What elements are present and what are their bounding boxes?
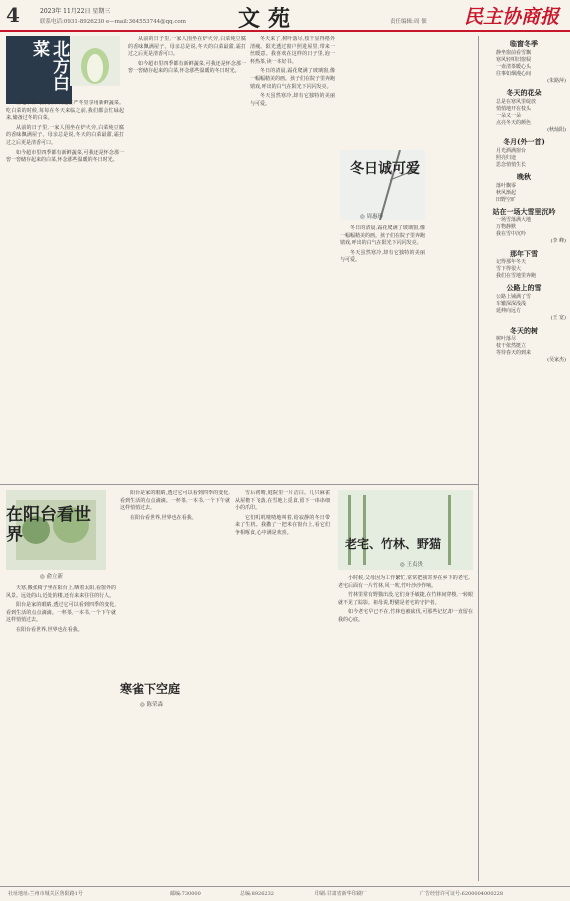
beijing-paragraph: 从前的日子里,一家人围坐在炉火旁,白菜炖豆腐的香味飘满屋子。母亲总是说,冬天的白菜最甜,霜打过之后更是清香可口。 [6,124,124,146]
poem-line: 枝干依然挺立 [496,343,527,350]
poem-line: 静坐窗前看雪飘 [496,49,532,56]
winter-paragraph: 冬天虽然寒冷,却有它独特的美丽与可爱。 [340,249,425,264]
beijing-paragraph: 如今超市里四季都有新鲜蔬菜,可我还是怀念那一窖一窖储存起来的白菜,怀念那些温暖的冬日时光。 [128,60,246,75]
poem-line: 记得那年冬天 [496,259,527,266]
poem-title: 晚秋 [517,171,531,181]
balcony-paragraph: 在阳台看世界,世界也在看我。 [16,626,83,633]
winter-body [250,36,335,496]
snow-byline: ◎ 陈荣森 [140,702,164,708]
editor-credit: 责任编辑:周 佃 [390,19,427,25]
poem-line: 车辙深深浅浅 [496,300,527,307]
snow-paragraph: 它们叽叽喳喳地叫着,给寂静的冬日带来了生机。我撒了一把米在窗台上,看它们争相啄食,心中满是欢喜。 [235,514,330,536]
page-header [0,0,570,32]
bamboo-title: 老宅、竹林、野猫 [345,537,442,551]
winter-title: 冬日诚可爱 [350,161,420,177]
footer-phone: 总编:8926232 [240,891,274,897]
page-number: 4 [6,3,20,27]
bamboo-body [338,575,473,880]
poem-line: 我在雪中沉吟 [496,231,527,238]
beijing-paragraph: 从前的日子里,一家人围坐在炉火旁,白菜炖豆腐的香味飘满屋子。母亲总是说,冬天的白菜最甜,霜打过之后更是清香可口。 [128,36,246,58]
poem-author: (秋灿阳) [547,126,566,133]
section-title: 文苑 [238,6,299,32]
poem-line: 寒风轻叩旧窗棂 [496,56,532,63]
balcony-paragraph: 阳台是家的眼睛,透过它可以看到四季的变化,看到生活的点点滴滴。一杯茶,一本书,一个下午就这样悄悄过去。 [6,602,116,624]
balcony-title: 在阳台看世界 [6,505,91,545]
poem-title: 那年下雪 [510,248,538,258]
balcony-paragraph: 天寒,搬张椅子坐在阳台上,晒着太阳,看窗外的风景。远处的山,近处的楼,还有来来往往的行人。 [6,585,116,599]
poem-line: 万物静默 [496,224,517,231]
bamboo-paragraph: 如今老宅早已不在,竹林也被砍伐,可那些记忆却一直留在我的心底。 [338,609,473,623]
poem-title: 临窗冬季 [510,39,538,48]
poem-line: 总是在寒风里绽放 [496,98,537,105]
poem [482,284,566,322]
poem-line: 点亮冬天的颜色 [496,119,532,126]
poem [482,208,566,246]
poem-line: 树叶落尽 [496,336,517,343]
beijing-body-continued [128,36,246,336]
winter-paragraph: 冬天来了,树叶落尽,枝干显得格外清瘦。阳光透过窗户照进屋里,带来一丝暖意。我喜欢在这样的日子里,泡一杯热茶,读一本好书。 [250,36,335,65]
poem-line: 月光洒满窗台 [496,147,527,154]
snow-paragraph: 雪后初晴,庭院里一片洁白。几只麻雀从屋檐下飞落,在雪地上觅食,留下一串串细小的爪印。 [235,490,330,512]
poem [482,327,566,365]
poem [482,89,566,134]
poem-title: 冬天的树 [510,325,538,335]
poem [482,250,566,281]
balcony-body [6,585,116,880]
poetry-column [482,36,566,881]
poem-line: 秋风渐起 [496,189,517,196]
balcony-paragraph: 在阳台看世界,世界也在看我。 [130,514,197,521]
poetry-divider [478,36,479,881]
footer-printer: 印刷:甘肃省新华印刷厂 [315,891,367,897]
footer-postal-code: 邮编:730000 [170,891,201,897]
poem [482,138,566,169]
poem-author: (吴家杰) [547,357,566,364]
bamboo-paragraph: 小时候,父母因为工作繁忙,常常把我寄养在乡下的老宅。老宅后面有一片竹林,风一吹,竹叶沙沙作响。 [338,575,473,589]
poem-line: 延伸向远方 [496,307,522,314]
poem [482,173,566,204]
beijing-paragraph: 当地不种气候寒,如何能在严冬里享用新鲜蔬菜。吃白菜的时候,每每在冬天来临之前,我们都会忙碌起来,储备过冬的白菜。 [6,100,124,122]
section-divider [0,484,478,485]
poem-author: (朱路萍) [547,77,566,84]
poem-title: 站在一场大雪里沉吟 [492,206,556,216]
bamboo-image [338,490,473,570]
footer-address: 社址地址:兰州市城关区鲁阳路1号 [8,891,83,897]
poem-line: 一朵又一朵 [496,112,522,119]
snow-body [235,490,330,880]
poem-line: 田野空旷 [496,196,517,203]
poem-line: 雪下得很大 [496,266,522,273]
poem-line: 往事如烟漫心间 [496,70,532,77]
beijing-title: 北方白菜 [6,36,72,104]
poem [482,40,566,85]
poem-line: 等待春天的到来 [496,350,532,357]
poem-author: (李 峰) [550,238,566,245]
poem-title: 冬月(外一首) [503,137,545,147]
poem-title: 冬天的花朵 [506,88,542,98]
issue-date: 2023年 11月22日 星期三 [40,8,111,15]
poem-line: 悄悄地开在枝头 [496,105,532,112]
poem-line: 一场雪落满大地 [496,217,532,224]
balcony-byline: ◎ 俞立新 [40,574,64,580]
poem-title: 公路上的雪 [506,283,542,293]
poem-line: 我们在雪地里奔跑 [496,273,537,280]
poem-line: 落叶飘零 [496,182,517,189]
bamboo-byline: ◎ 王贞贵 [400,562,424,568]
bamboo-paragraph: 竹林里常有野猫出没,它们身手敏捷,在竹林间穿梭,一转眼就不见了踪影。祖母说,野猫是老宅的守护者。 [338,592,473,606]
balcony-paragraph: 阳台是家的眼睛,透过它可以看到四季的变化,看到生活的点点滴滴。一杯茶,一本书,一个下午就这样悄悄过去。 [120,490,230,512]
page-footer [0,886,570,901]
beijing-body [6,100,124,480]
poem-line: 公路上铺满了雪 [496,293,532,300]
winter-paragraph: 冬日的清晨,霜花爬满了玻璃窗,像一幅幅精美的画。孩子们在院子里奔跑嬉戏,呼出的白气在阳光下闪闪发亮。 [340,225,425,247]
winter-body-right [340,225,425,425]
winter-paragraph: 冬天虽然寒冷,却有它独特的美丽与可爱。 [250,93,335,107]
beijing-paragraph: 如今超市里四季都有新鲜蔬菜,可我还是怀念那一窖一窖储存起来的白菜,怀念那些温暖的冬日时光。 [6,149,124,164]
winter-paragraph: 冬日的清晨,霜花爬满了玻璃窗,像一幅幅精美的画。孩子们在院子里奔跑嬉戏,呼出的白气在阳光下闪闪发亮。 [250,68,335,90]
poem-author: (王 宽) [550,314,566,321]
poem-line: 一壶清茶暖心头 [496,63,532,70]
poem-line: 照亮归途 [496,154,517,161]
footer-ad-license: 广告经营许可证号:6200004000228 [420,891,504,897]
winter-byline: ◎ 周惠珍 [360,214,384,220]
poem-line: 思念悄悄生长 [496,161,527,168]
cabbage-image [70,36,120,86]
newspaper-logo: 民主协商报 [464,6,560,28]
snow-title: 寒雀下空庭 [120,682,181,696]
contact-info: 联系电话:0931-8926230 e—mail:364553744@qq.com [40,19,186,25]
